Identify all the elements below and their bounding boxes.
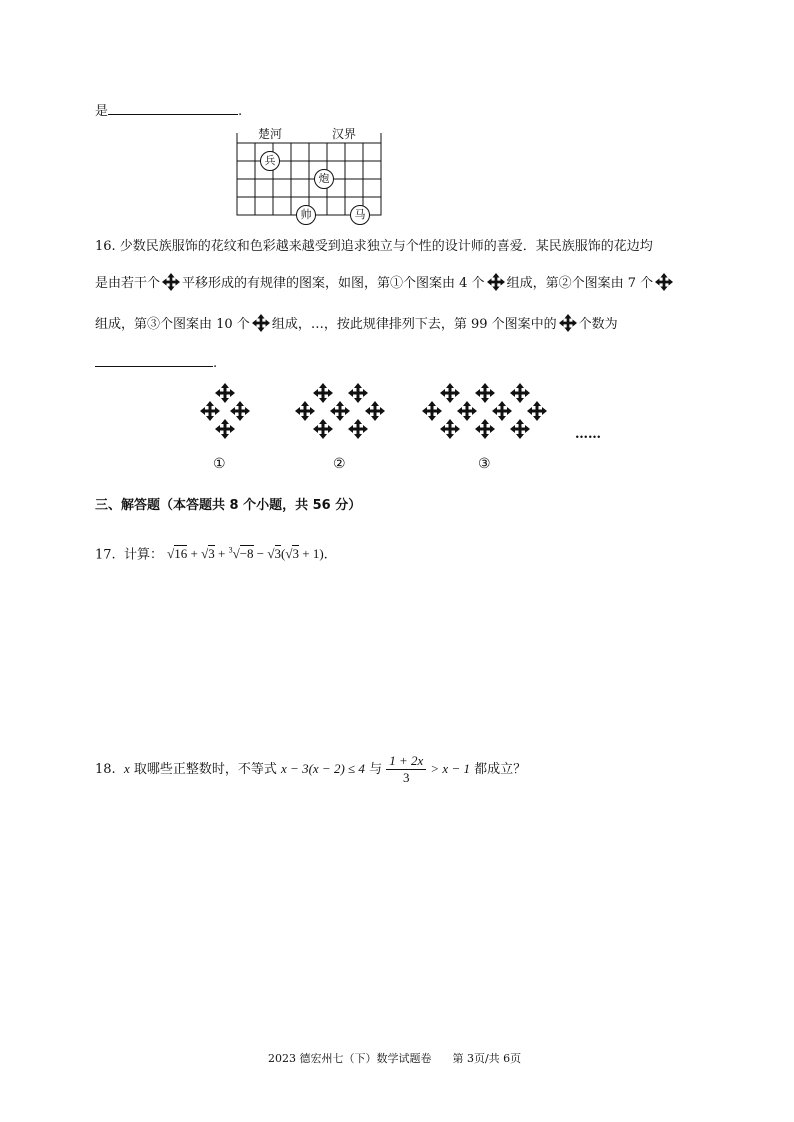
pattern-ellipsis: …… xyxy=(575,427,601,442)
pattern-2 xyxy=(295,383,385,439)
q17-radicand: 16 xyxy=(174,546,188,562)
q18-text: 都成立？ xyxy=(474,762,527,777)
q18-number: 18. xyxy=(95,762,116,777)
q17-radicand: 3 xyxy=(208,546,215,562)
q18-numerator: 1 + 2x xyxy=(386,753,426,770)
q15-blank xyxy=(108,100,238,115)
section-heading: 三、解答题（本答题共 8 个小题，共 56 分） xyxy=(95,498,362,513)
cross-icon xyxy=(655,273,673,291)
q18-variable: x xyxy=(123,761,130,776)
q16-line1: 16. 少数民族服饰的花纹和色彩越来越受到追求独立与个性的设计师的喜爱．某民族服饰的花边均 xyxy=(95,239,653,254)
pattern-label-1: ① xyxy=(213,456,226,472)
river-label-left: 楚河 xyxy=(258,127,283,141)
pattern-1 xyxy=(200,383,250,439)
pattern-label-2: ② xyxy=(333,456,346,472)
q18-text: 取哪些正整数时，不等式 xyxy=(133,762,277,777)
q17-radicand: 3 xyxy=(274,546,282,562)
q16-text: 组成，第③个图案由 10 个 xyxy=(95,317,250,332)
q17-radicand: −8 xyxy=(239,546,254,562)
chess-piece-pao: 炮 xyxy=(314,169,334,189)
q16-text: 组成，第②个图案由 7 个 xyxy=(506,276,654,291)
q18-inequality-1: x − 3(x − 2) ≤ 4 xyxy=(281,761,365,776)
pattern-3 xyxy=(422,383,547,439)
q15-prefix: 是 xyxy=(95,104,109,119)
pattern-figures xyxy=(190,383,560,445)
q15-end: . xyxy=(238,104,243,119)
q15-answer-line xyxy=(95,100,242,122)
q18-inequality-2: > x − 1 xyxy=(430,761,470,776)
q18-text: 与 xyxy=(369,762,383,777)
q16-answer-line xyxy=(95,352,217,374)
q17 xyxy=(95,541,328,565)
q17-number: 17. xyxy=(95,547,116,563)
q17-end: . xyxy=(323,547,328,563)
cross-icon xyxy=(162,273,180,291)
chess-piece-shuai: 帅 xyxy=(296,205,316,225)
cross-icon xyxy=(487,273,505,291)
q16-text: 组成，…，按此规律排列下去，第 99 个图案中的 xyxy=(271,317,557,332)
q17-expression: √16 + √3 + $^3$√−8 − √3(√3 + 1) xyxy=(167,546,324,562)
q18-fraction xyxy=(386,753,426,786)
q18 xyxy=(95,752,526,788)
q16-blank xyxy=(95,352,213,367)
footer-title: 2023 德宏州七（下）数学试题卷 xyxy=(268,1052,432,1065)
chess-piece-bing: 兵 xyxy=(260,151,280,171)
chess-board-figure xyxy=(232,125,392,225)
q16-end: . xyxy=(213,356,218,371)
chess-piece-ma: 马 xyxy=(350,205,370,225)
q16-text: 个数为 xyxy=(578,317,618,332)
footer-page: 第 3页/共 6页 xyxy=(452,1052,522,1065)
q16-text: 是由若干个 xyxy=(95,276,161,291)
q17-radicand: 3 xyxy=(292,546,299,562)
cross-icon xyxy=(559,314,577,332)
q17-prompt: 计算： xyxy=(123,547,163,563)
pattern-label-3: ③ xyxy=(478,456,491,472)
q16-line2 xyxy=(95,273,675,294)
footer xyxy=(268,1049,521,1069)
q18-denominator: 3 xyxy=(402,770,410,785)
q16-line3 xyxy=(95,314,618,335)
river-label-right: 汉界 xyxy=(332,127,357,141)
q16-text: 平移形成的有规律的图案，如图，第①个图案由 4 个 xyxy=(182,276,485,291)
cross-icon xyxy=(252,314,270,332)
